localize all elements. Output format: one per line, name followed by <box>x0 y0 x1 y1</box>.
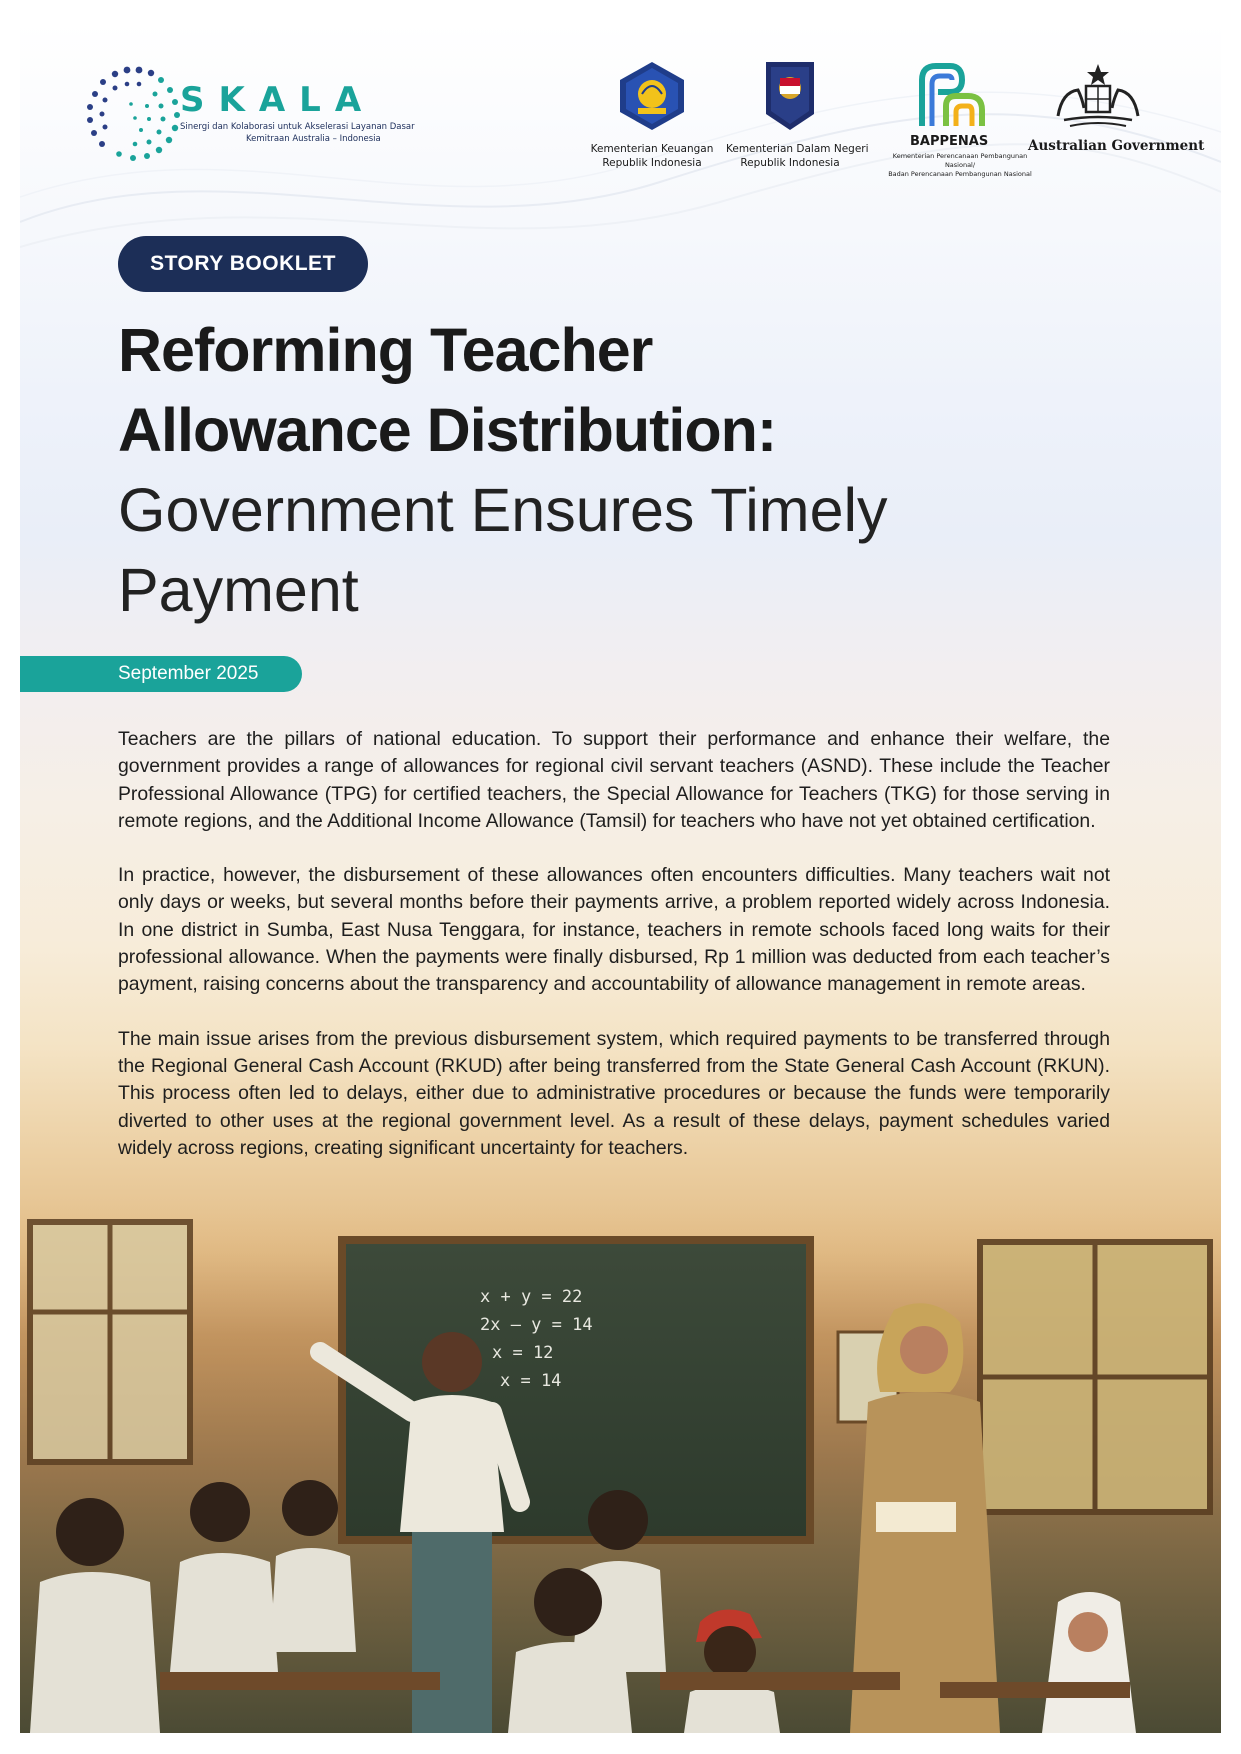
chalkboard-line-2: 2x – y = 14 <box>480 1315 593 1335</box>
skala-wordmark: SKALA <box>180 80 376 120</box>
chalkboard-line-1: x + y = 22 <box>480 1287 583 1307</box>
skala-tagline: Sinergi dan Kolaborasi untuk Akselerasi Layanan Dasar <box>180 122 415 132</box>
title-bold-line-1: Reforming Teacher <box>118 316 653 384</box>
body-text <box>118 726 1110 1189</box>
story-booklet-badge: STORY BOOKLET <box>118 236 368 292</box>
title-bold-line-2: Allowance Distribution: <box>118 396 777 464</box>
chalkboard-line-3: x = 12 <box>492 1343 554 1363</box>
skala-partnership-line: Kemitraan Australia – Indonesia <box>246 134 381 144</box>
australian-government-wordmark: Australian Government <box>1028 138 1205 154</box>
skala-logo-icon <box>75 60 195 168</box>
title-light-line-1: Government Ensures Timely <box>118 476 888 544</box>
body-paragraph-3: The main issue arises from the previous disbursement system, which required payments to be transferred through the Regional General Cash Account (RKUD) after being transferred from the State General Cash Account (RKUN). This process often led to delays, either due to administrative procedures or because the funds were temporarily diverted to other uses at the regional government level. As a result of these delays, payment schedules varied widely across regions, creating significant uncertainty for teachers. <box>118 1027 1110 1159</box>
body-paragraph-1: Teachers are the pillars of national education. To support their performance and enhance their welfare, the government provides a range of allowances for regional civil servant teachers (ASND). These include the Teacher Professional Allowance (TPG) for certified teachers, the Special Allowance for Teachers (TKG) for those serving in remote regions, and the Additional Income Allowance (Tamsil) for teachers who have not yet obtained certification. <box>118 728 1110 832</box>
right-window <box>980 1242 1210 1512</box>
bappenas-subtitle: Kementerian Perencanaan Pembangunan Nasional/ Badan Perencanaan Pembangunan Nasional <box>888 152 1032 178</box>
kemendagri-emblem-icon <box>762 58 818 134</box>
bappenas-logo-icon <box>916 60 988 130</box>
chalkboard-line-4: x = 14 <box>500 1371 562 1391</box>
kemendagri-caption: Kementerian Dalam Negeri Republik Indonesia <box>726 143 869 169</box>
body-paragraph-2: In practice, however, the disbursement of these allowances often encounters difficulties. Many teachers wait not only days or weeks, but several months before their payments arrive, a problem reported widely across Indonesia. In one district in Sumba, East Nusa Tenggara, for instance, teachers in remote schools faced long waits for their professional allowance. When the payments were finally disbursed, Rp 1 million was deducted from each teacher’s payment, raising concerns about the transparency and accountability of allowance management in remote areas. <box>118 864 1110 996</box>
title-light-line-2: Payment <box>118 556 359 624</box>
kemenkeu-caption: Kementerian Keuangan Republik Indonesia <box>590 143 714 169</box>
left-window <box>30 1222 190 1462</box>
open-book <box>876 1502 956 1532</box>
kemenkeu-emblem-icon <box>616 60 688 132</box>
bappenas-title: BAPPENAS <box>910 134 989 149</box>
publication-date: September 2025 <box>20 656 302 692</box>
classroom-illustration <box>20 1202 1221 1733</box>
page-title <box>118 310 1118 630</box>
booklet-page <box>20 22 1221 1733</box>
australian-coat-of-arms-icon <box>1050 62 1146 130</box>
